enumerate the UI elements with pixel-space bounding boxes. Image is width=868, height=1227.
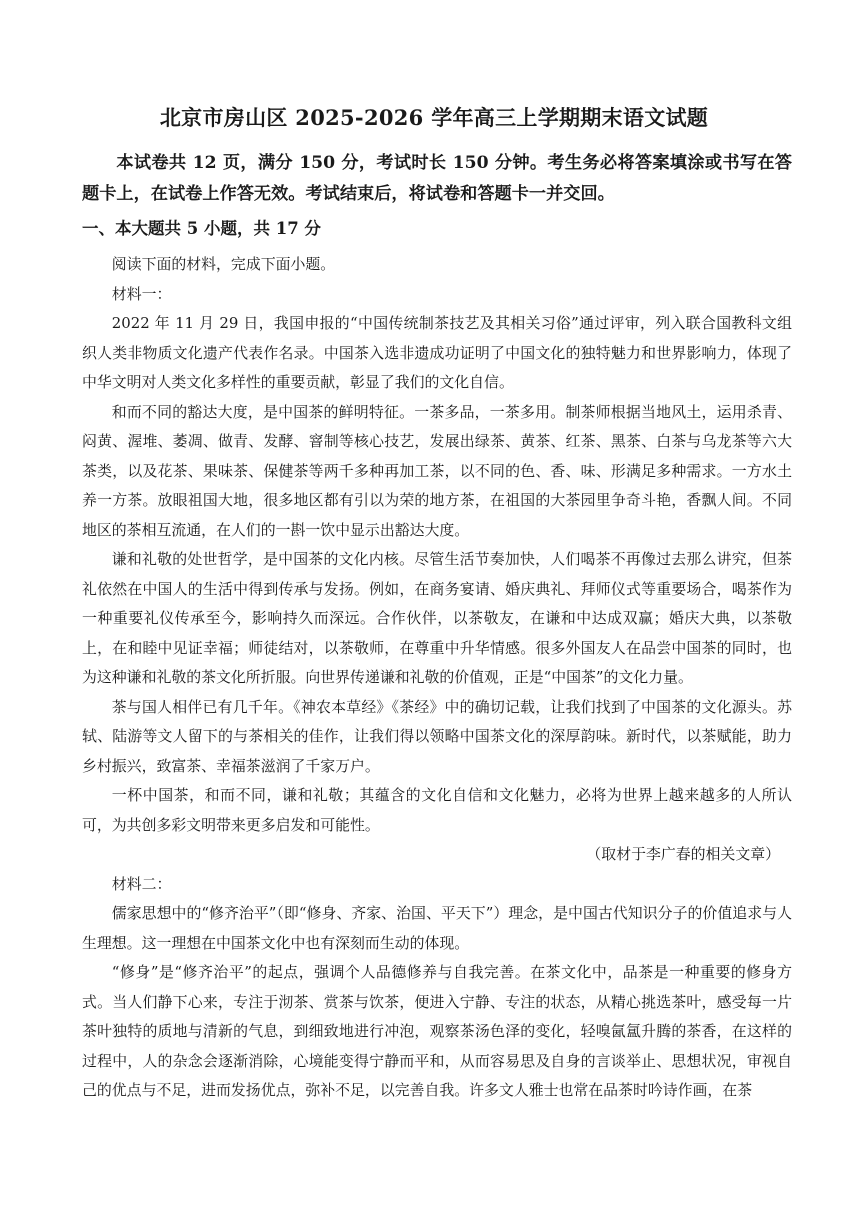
material-two-paragraph: “修身”是“修齐治平”的起点，强调个人品德修养与自我完善。在茶文化中，品茶是一种重要的修身方式。当人们静下心来，专注于沏茶、赏茶与饮茶，便进入宁静、专注的状态，从精心挑选茶叶，感受每一片茶叶独特的质地与清新的气息，到细致地进行冲泡，观察茶汤色泽的变化，轻嗅氤氲升腾的茶香，在这样的过程中，人的杂念会逐渐消除，心境能变得宁静而平和，从而容易思及自身的言谈举止、思想状况，审视自己的优点与不足，进而发扬优点，弥补不足，以完善自我。许多文人雅士也常在品茶时吟诗作画，在茶 bbox=[82, 963, 792, 1099]
reading-instruction: 阅读下面的材料，完成下面小题。 bbox=[111, 255, 336, 273]
material-one-paragraph: 谦和礼敬的处世哲学，是中国茶的文化内核。尽管生活节奏加快，人们喝茶不再像过去那么讲究，但茶礼依然在中国人的生活中得到传承与发扬。例如，在商务宴请、婚庆典礼、拜师仪式等重要场合，喝茶作为一种重要礼仪传承至今，影响持久而深远。合作伙伴，以茶敬友，在谦和中达成双赢；婚庆大典，以茶敬上，在和睦中见证幸福；师徒结对，以茶敬师，在尊重中升华情感。很多外国友人在品尝中国茶的同时，也为这种谦和礼敬的茶文化所折服。向世界传递谦和礼敬的价值观，正是“中国茶”的文化力量。 bbox=[82, 550, 792, 686]
material-two-paragraph: 儒家思想中的“修齐治平”（即“修身、齐家、治国、平天下”）理念，是中国古代知识分子的价值追求与人生理想。这一理想在中国茶文化中也有深刻而生动的体现。 bbox=[82, 904, 792, 952]
material-one-source: （取材于李广春的相关文章） bbox=[586, 845, 780, 863]
material-one-paragraph: 和而不同的豁达大度，是中国茶的鲜明特征。一茶多品，一茶多用。制茶师根据当地风土，运用杀青、闷黄、渥堆、萎凋、做青、发酵、窨制等核心技艺，发展出绿茶、黄茶、红茶、黑茶、白茶与乌龙茶等六大茶类，以及花茶、果味茶、保健茶等两千多种再加工茶，以不同的色、香、味、形满足多种需求。一方水土养一方茶。放眼祖国大地，很多地区都有引以为荣的地方茶，在祖国的大茶园里争奇斗艳，香飘人间。不同地区的茶相互流通，在人们的一斟一饮中显示出豁达大度。 bbox=[82, 402, 792, 539]
material-one-paragraph: 一杯中国茶，和而不同，谦和礼敬；其蕴含的文化自信和文化魅力，必将为世界上越来越多的人所认可，为共创多彩文明带来更多启发和可能性。 bbox=[82, 786, 792, 834]
exam-instructions: 本试卷共 12 页，满分 150 分，考试时长 150 分钟。考生务必将答案填涂或书写在答题卡上，在试卷上作答无效。考试结束后，将试卷和答题卡一并交回。 bbox=[82, 153, 792, 204]
section-heading: 一、本大题共 5 小题，共 17 分 bbox=[82, 219, 321, 238]
reading-passage bbox=[82, 250, 792, 1106]
material-one-paragraph: 茶与国人相伴已有几千年。《神农本草经》《茶经》中的确切记载，让我们找到了中国茶的文化源头。苏轼、陆游等文人留下的与茶相关的佳作，让我们得以领略中国茶文化的深厚韵味。新时代，以茶赋能，助力乡村振兴，致富茶、幸福茶滋润了千家万户。 bbox=[82, 697, 792, 775]
document-title: 北京市房山区 2025-2026 学年高三上学期期末语文试题 bbox=[159, 105, 709, 130]
material-two-label: 材料二： bbox=[111, 874, 172, 893]
material-one-paragraph: 2022 年 11 月 29 日，我国申报的“中国传统制茶技艺及其相关习俗”通过评审，列入联合国教科文组织人类非物质文化遗产代表作名录。中国茶入选非遗成功证明了中国文化的独特魅力和世界影响力，体现了中华文明对人类文化多样性的重要贡献，彰显了我们的文化自信。 bbox=[82, 314, 792, 391]
material-one-label: 材料一： bbox=[111, 284, 172, 303]
